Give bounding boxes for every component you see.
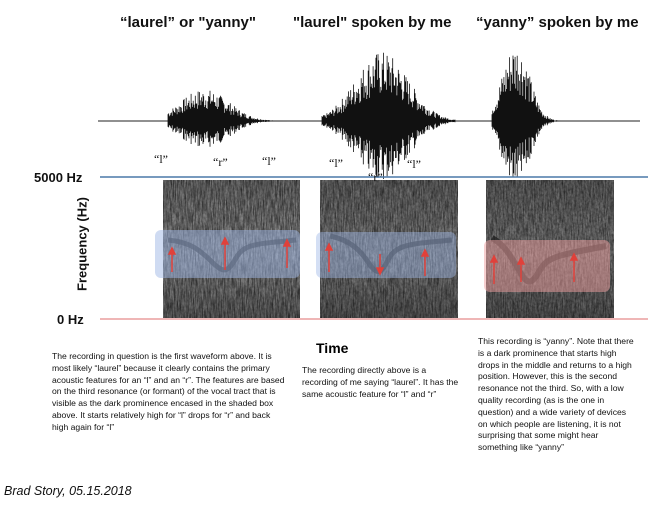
- marker-mid-l1: “l”: [329, 156, 343, 170]
- title-middle: "laurel" spoken by me: [293, 14, 452, 31]
- shaded-box-middle: [316, 232, 456, 278]
- label-5000hz: 5000 Hz: [34, 170, 83, 185]
- marker-mid-l2: “l”: [407, 157, 421, 171]
- title-right: “yanny” spoken by me: [476, 14, 639, 31]
- marker-left-r: “r”: [213, 155, 228, 169]
- shaded-box-left: [155, 230, 300, 278]
- label-0hz: 0 Hz: [57, 312, 84, 327]
- paragraph-right: This recording is “yanny”. Note that there is a dark prominence that starts high drops in the middle and returns to a high position. However, this is the second resonance not the third. So, with a low quality recording (as is the one in question) and a wide variety of devices on which people are listening, it is not surprising that some might hear something like “yanny”: [478, 336, 634, 453]
- y-axis-label: Frequency (Hz): [74, 197, 90, 291]
- shaded-box-right: [484, 240, 610, 292]
- waveform-right: [492, 56, 560, 177]
- title-left: “laurel” or "yanny": [120, 14, 256, 31]
- marker-left-l2: “l”: [262, 154, 276, 168]
- marker-left-l1: “l”: [154, 152, 168, 166]
- waveform-left: [168, 91, 290, 147]
- paragraph-left: The recording in question is the first waveform above. It is most likely “laurel” because it clearly contains the primary acoustic features for an “l” and an “r”. The features are based on the third resonance (or formant) of the vocal tract that is visible as the dark prominence encased in the shaded box above. It starts relatively high for “l” drops for “r” and back high again for “l”: [52, 351, 285, 432]
- marker-mid-r: “r”: [368, 170, 383, 184]
- x-axis-label: Time: [316, 340, 349, 356]
- credit: Brad Story, 05.15.2018: [4, 484, 132, 498]
- paragraph-middle: The recording directly above is a recording of me saying “laurel”. It has the same acoustic feature for “l” and “r”: [302, 365, 459, 399]
